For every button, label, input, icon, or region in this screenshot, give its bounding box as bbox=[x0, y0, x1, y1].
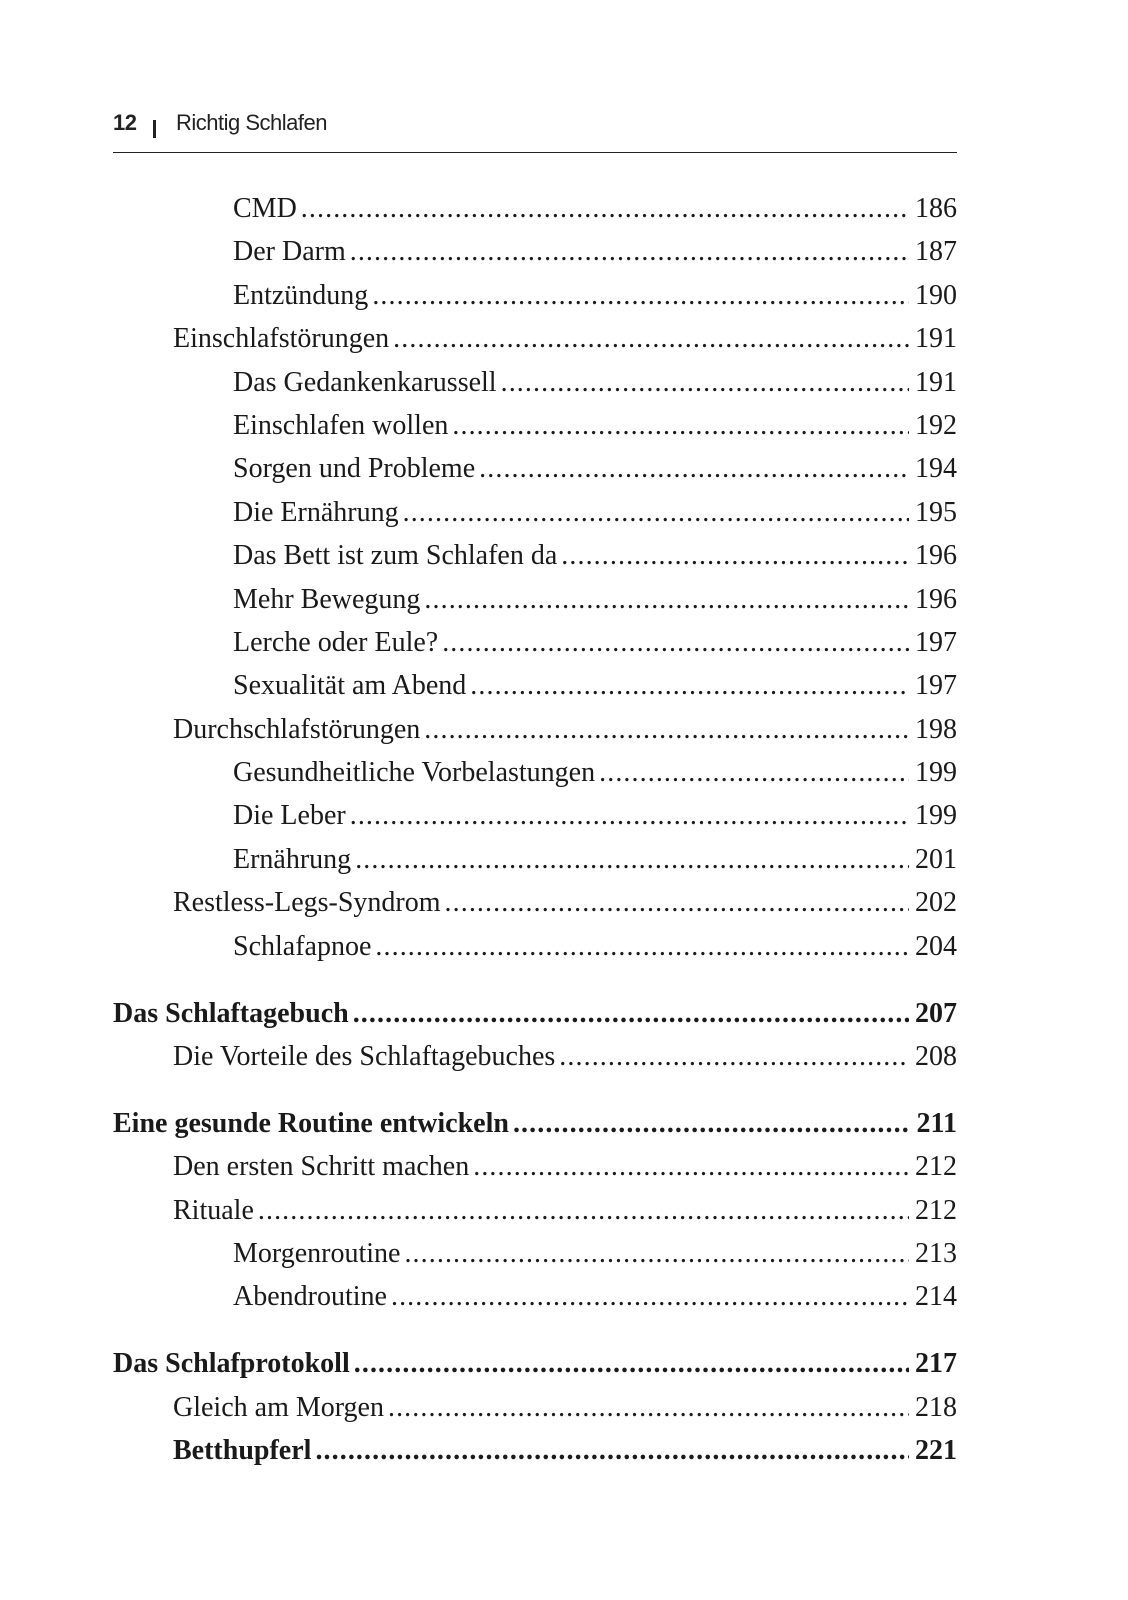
toc-entry-title: Morgenroutine bbox=[233, 1237, 401, 1269]
toc-entry-page: 207 bbox=[915, 997, 957, 1029]
toc-entry-page: 191 bbox=[915, 323, 957, 355]
toc-entry-page: 187 bbox=[915, 236, 957, 268]
toc-entry[interactable] bbox=[113, 280, 957, 323]
toc-entry-title: Ernährung bbox=[233, 843, 352, 875]
table-of-contents bbox=[113, 193, 957, 1478]
toc-entry-title: Einschlafen wollen bbox=[233, 409, 449, 441]
toc-entry-page: 199 bbox=[915, 800, 957, 832]
toc-entry[interactable] bbox=[113, 453, 957, 496]
dot-leader bbox=[599, 757, 909, 789]
toc-entry-page: 192 bbox=[915, 409, 957, 441]
toc-entry-title: Lerche oder Eule? bbox=[233, 626, 439, 658]
toc-entry-title: Das Bett ist zum Schlafen da bbox=[233, 540, 558, 572]
toc-entry-page: 212 bbox=[915, 1194, 957, 1226]
toc-entry-title: Die Leber bbox=[233, 800, 346, 832]
toc-entry-title: Schlafapnoe bbox=[233, 930, 372, 962]
toc-entry-title: Sexualität am Abend bbox=[233, 670, 467, 702]
toc-entry-page: 186 bbox=[915, 193, 957, 224]
toc-entry-page: 213 bbox=[915, 1237, 957, 1269]
dot-leader bbox=[470, 670, 909, 702]
toc-entry[interactable] bbox=[113, 627, 957, 670]
toc-entry[interactable] bbox=[113, 714, 957, 757]
toc-entry[interactable] bbox=[113, 1435, 957, 1478]
toc-entry[interactable] bbox=[113, 800, 957, 843]
dot-leader bbox=[404, 1238, 909, 1270]
toc-entry-page: 204 bbox=[915, 930, 957, 962]
toc-entry-title: Restless-Legs-Syndrom bbox=[173, 887, 441, 919]
toc-entry-title: Eine gesunde Routine entwickeln bbox=[113, 1107, 509, 1139]
toc-entry-page: 199 bbox=[915, 757, 957, 789]
dot-leader bbox=[403, 497, 909, 529]
dot-leader bbox=[301, 193, 909, 225]
toc-entry-title: Entzündung bbox=[233, 279, 369, 311]
toc-entry[interactable] bbox=[113, 236, 957, 279]
dot-leader bbox=[388, 1392, 909, 1424]
toc-entry-title: Durchschlafstörungen bbox=[173, 713, 421, 745]
toc-entry-page: 201 bbox=[915, 843, 957, 875]
toc-entry-page: 196 bbox=[915, 583, 957, 615]
toc-entry-title: Sorgen und Probleme bbox=[233, 453, 476, 485]
toc-entry[interactable] bbox=[113, 1195, 957, 1238]
dot-leader bbox=[501, 367, 909, 399]
page-number: 12 bbox=[113, 110, 137, 135]
toc-entry-page: 221 bbox=[915, 1435, 957, 1467]
toc-entry[interactable] bbox=[113, 323, 957, 366]
dot-leader bbox=[513, 1108, 911, 1140]
toc-entry[interactable] bbox=[113, 1348, 957, 1391]
toc-entry[interactable] bbox=[113, 998, 957, 1041]
dot-leader bbox=[354, 1348, 909, 1380]
toc-entry-title: Gesundheitliche Vorbelastungen bbox=[233, 757, 596, 789]
toc-entry[interactable] bbox=[113, 1392, 957, 1435]
toc-entry[interactable] bbox=[113, 931, 957, 974]
dot-leader bbox=[424, 714, 909, 746]
toc-entry[interactable] bbox=[113, 193, 957, 236]
toc-entry[interactable] bbox=[113, 584, 957, 627]
dot-leader bbox=[559, 1041, 909, 1073]
toc-entry-page: 211 bbox=[916, 1107, 957, 1139]
dot-leader bbox=[375, 931, 909, 963]
toc-entry[interactable] bbox=[113, 540, 957, 583]
toc-entry[interactable] bbox=[113, 1151, 957, 1194]
toc-entry-page: 214 bbox=[915, 1281, 957, 1313]
dot-leader bbox=[391, 1281, 909, 1313]
toc-entry[interactable] bbox=[113, 367, 957, 410]
toc-entry-page: 194 bbox=[915, 453, 957, 485]
dot-leader bbox=[445, 887, 909, 919]
dot-leader bbox=[442, 627, 909, 659]
toc-entry-title: CMD bbox=[233, 193, 297, 224]
toc-entry-page: 197 bbox=[915, 670, 957, 702]
dot-leader bbox=[452, 410, 909, 442]
dot-leader bbox=[424, 584, 909, 616]
dot-leader bbox=[350, 800, 909, 832]
dot-leader bbox=[350, 236, 909, 268]
toc-entry-title: Einschlafstörungen bbox=[173, 323, 390, 355]
toc-entry[interactable] bbox=[113, 670, 957, 713]
toc-entry-page: 197 bbox=[915, 626, 957, 658]
toc-entry-title: Das Schlaftagebuch bbox=[113, 997, 349, 1029]
toc-entry-title: Betthupferl bbox=[173, 1435, 312, 1467]
toc-entry-page: 202 bbox=[915, 887, 957, 919]
toc-entry-page: 190 bbox=[915, 279, 957, 311]
dot-leader bbox=[258, 1195, 909, 1227]
dot-leader bbox=[353, 998, 909, 1030]
toc-entry-page: 195 bbox=[915, 496, 957, 528]
running-title: Richtig Schlafen bbox=[176, 110, 327, 135]
toc-entry-title: Den ersten Schritt machen bbox=[173, 1151, 470, 1183]
running-header bbox=[113, 108, 957, 153]
toc-entry-page: 218 bbox=[915, 1391, 957, 1423]
toc-entry-title: Mehr Bewegung bbox=[233, 583, 421, 615]
toc-entry-page: 208 bbox=[915, 1040, 957, 1072]
dot-leader bbox=[561, 540, 909, 572]
toc-entry[interactable] bbox=[113, 1281, 957, 1324]
dot-leader bbox=[355, 844, 909, 876]
toc-entry-title: Rituale bbox=[173, 1194, 254, 1226]
toc-entry-page: 217 bbox=[915, 1348, 957, 1380]
toc-entry-title: Das Gedankenkarussell bbox=[233, 366, 497, 398]
dot-leader bbox=[473, 1151, 909, 1183]
toc-entry[interactable] bbox=[113, 1041, 957, 1084]
toc-entry-title: Der Darm bbox=[233, 236, 346, 268]
dot-leader bbox=[315, 1435, 909, 1467]
dot-leader bbox=[372, 280, 909, 312]
toc-entry[interactable] bbox=[113, 887, 957, 930]
toc-entry-page: 191 bbox=[915, 366, 957, 398]
toc-entry-title: Das Schlafprotokoll bbox=[113, 1348, 350, 1380]
toc-entry[interactable] bbox=[113, 844, 957, 887]
toc-entry-title: Die Vorteile des Schlaftagebuches bbox=[173, 1040, 556, 1072]
header-separator bbox=[153, 120, 156, 138]
toc-entry-page: 198 bbox=[915, 713, 957, 745]
toc-entry-title: Gleich am Morgen bbox=[173, 1391, 384, 1423]
toc-entry-page: 212 bbox=[915, 1151, 957, 1183]
toc-entry-title: Die Ernährung bbox=[233, 496, 399, 528]
toc-entry[interactable] bbox=[113, 1238, 957, 1281]
toc-entry[interactable] bbox=[113, 757, 957, 800]
dot-leader bbox=[393, 323, 909, 355]
toc-entry-page: 196 bbox=[915, 540, 957, 572]
dot-leader bbox=[479, 453, 909, 485]
toc-entry[interactable] bbox=[113, 410, 957, 453]
toc-entry-title: Abendroutine bbox=[233, 1281, 387, 1313]
toc-entry[interactable] bbox=[113, 1108, 957, 1151]
toc-entry[interactable] bbox=[113, 497, 957, 540]
